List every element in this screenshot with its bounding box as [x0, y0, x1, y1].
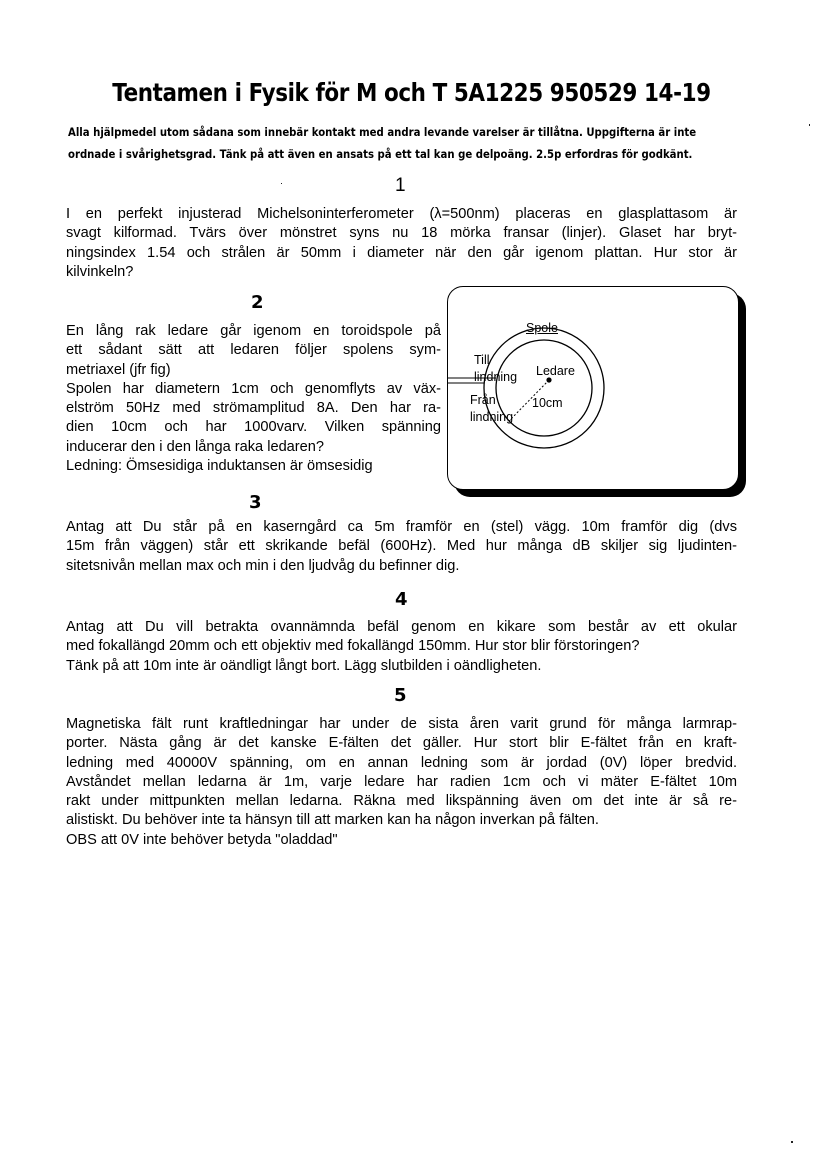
- instruction-line: ordnade i svårighetsgrad. Tänk på att även en ansats på ett tal kan ge delpoäng. 2.5p erfordras för godkänt.: [68, 147, 693, 161]
- text-line: OBS att 0V inte behöver betyda "oladdad": [66, 831, 338, 848]
- text-line: rakt under mittpunkten mellan ledarna. Räkna med likspänning även om det inte är så re-: [66, 793, 737, 810]
- from-winding-label-2: lindning: [470, 410, 514, 424]
- text-line: Tänk på att 10m inte är oändligt långt bort. Lägg slutbilden i oändligheten.: [66, 657, 542, 674]
- text-line: Spolen har diametern 1cm och genomflyts av väx-: [66, 380, 441, 397]
- question-number-4: 4: [395, 589, 408, 610]
- to-winding-label-1: Till: [474, 353, 490, 367]
- scan-speck: [809, 124, 810, 126]
- coil-label: Spole: [526, 321, 558, 335]
- question-number-5: 5: [394, 685, 407, 706]
- text-line: kilvinkeln?: [66, 263, 134, 280]
- to-winding-label-2: lindning: [474, 370, 518, 384]
- toroid-coil-figure: [447, 286, 739, 490]
- text-line: Magnetiska fält runt kraftledningar har under de sista åren varit grund för många larmrap-: [66, 716, 737, 732]
- text-line: ledning med 40000V spänning, om en annan ledning som är jordad (0V) löper bredvid.: [66, 754, 737, 771]
- text-line: alistiskt. Du behöver inte ta hänsyn till att marken kan ha någon inverkan på fälten.: [66, 812, 599, 829]
- question-4-text: [66, 618, 737, 676]
- text-line: ett sådant sätt att ledaren följer spolens sym-: [66, 342, 441, 359]
- text-line: porter. Nästa gång är det kanske E-fälten det gäller. Hur stort blir E-fältet från en kraft-: [66, 735, 737, 752]
- text-line: I en perfekt injusterad Michelsoninterferometer (λ=500nm) placeras en glasplattasom är: [66, 206, 737, 222]
- conductor-label: Ledare: [536, 364, 575, 378]
- text-line: metriaxel (jfr fig): [66, 361, 171, 378]
- text-line: dien 10cm och har 1000varv. Vilken spänning: [66, 419, 441, 436]
- question-number-3: 3: [249, 492, 262, 513]
- text-line: med fokallängd 20mm och ett objektiv med fokallängd 150mm. Hur stor blir förstoringen?: [66, 638, 640, 655]
- coil-outer-circle: [484, 328, 604, 448]
- instruction-line: Alla hjälpmedel utom sådana som innebär kontakt med andra levande varelser är tillåtna. Uppgifterna är inte: [68, 125, 697, 139]
- text-line: En lång rak ledare går igenom en toroidspole på: [66, 323, 441, 339]
- scan-speck: [281, 183, 282, 184]
- text-line: 15m från väggen) står ett skrikande befäl (600Hz). Med hur många dB skiljer sig ljudinten-: [66, 538, 737, 555]
- question-2-text: [66, 322, 441, 476]
- text-line: Avståndet mellan ledarna är 1m, varje ledare har radien 1cm och vi mäter E-fältet 10m: [66, 773, 737, 790]
- text-line: ningsindex 1.54 och strålen är 50mm i diameter när den går igenom plattan. Hur stor är: [66, 244, 737, 261]
- text-line: elström 50Hz med strömamplitud 8A. Den har ra-: [66, 400, 441, 417]
- question-number-2: 2: [251, 292, 264, 313]
- question-number-1: 1: [395, 175, 406, 196]
- question-5-text: [66, 715, 737, 850]
- text-line: sitetsnivån mellan max och min i den ljudvåg du befinner dig.: [66, 557, 460, 574]
- text-line: inducerar den i den långa raka ledaren?: [66, 438, 325, 455]
- exam-instructions: [68, 121, 758, 165]
- from-winding-label-1: Från: [470, 393, 496, 407]
- page-title: Tentamen i Fysik för M och T 5A1225 950529 14-19: [112, 78, 711, 107]
- toroid-diagram: [448, 287, 738, 489]
- text-line: Ledning: Ömsesidiga induktansen är ömsesidig: [66, 458, 373, 475]
- text-line: Antag att Du står på en kaserngård ca 5m framför en (stel) vägg. 10m framför dig (dvs: [66, 519, 737, 535]
- scan-speck: [791, 1141, 793, 1143]
- question-3-text: [66, 518, 737, 576]
- text-line: Antag att Du vill betrakta ovannämnda befäl genom en kikare som består av ett okular: [66, 619, 737, 635]
- text-line: svagt kilformad. Tvärs över mönstret syns nu 18 mörka fransar (linjer). Glaset har bryt-: [66, 225, 737, 242]
- radius-label: 10cm: [532, 396, 563, 410]
- question-1-text: [66, 205, 737, 282]
